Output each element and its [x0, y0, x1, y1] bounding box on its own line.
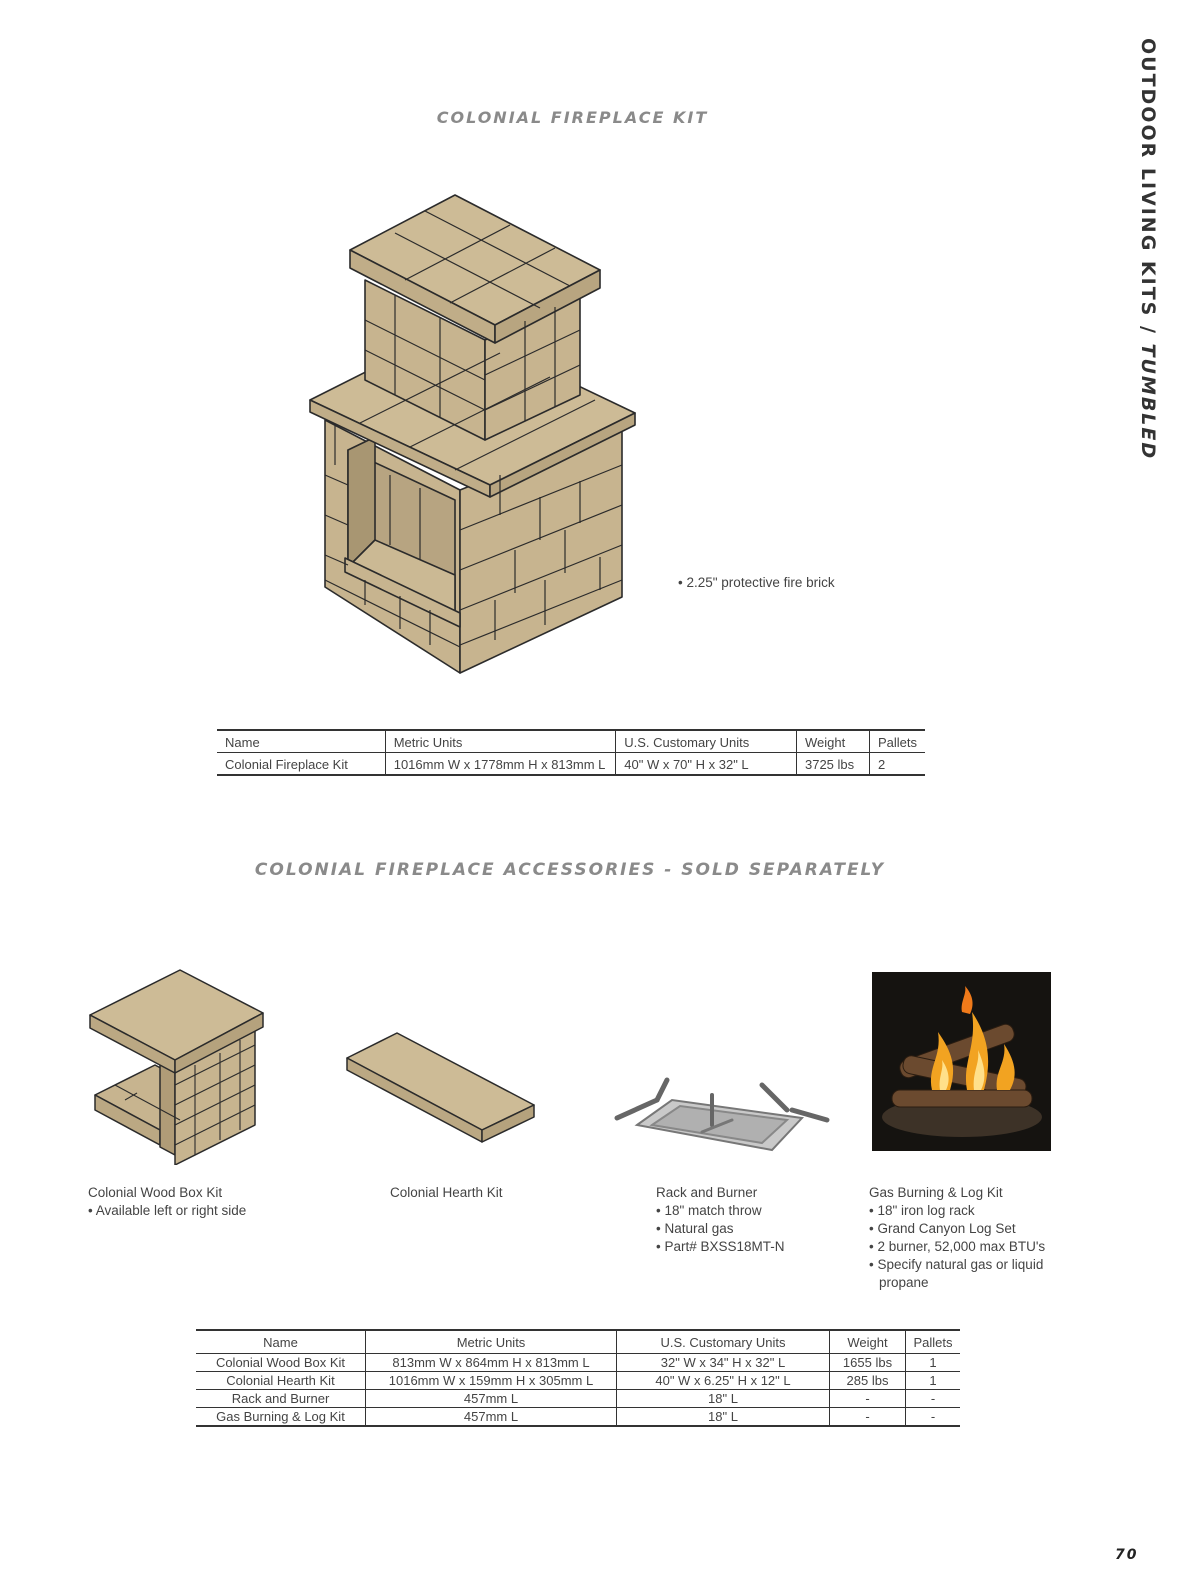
- kit-title: COLONIAL FIREPLACE KIT: [436, 108, 709, 127]
- kit-note: • 2.25" protective fire brick: [678, 575, 835, 590]
- caption-bullet: • 2 burner, 52,000 max BTU's: [869, 1238, 1059, 1256]
- table-header-row: [217, 730, 925, 753]
- table-cell: -: [830, 1390, 906, 1408]
- table-cell: 32" W x 34" H x 32" L: [617, 1354, 830, 1372]
- kit-note-text: 2.25" protective fire brick: [686, 575, 835, 590]
- table-row: [217, 753, 925, 776]
- caption-wood-box: [88, 1184, 246, 1220]
- table-header-cell: U.S. Customary Units: [617, 1330, 830, 1354]
- accessories-spec-table: [196, 1329, 960, 1427]
- table-row: [196, 1354, 960, 1372]
- table-cell: 18" L: [617, 1390, 830, 1408]
- table-cell: 40" W x 6.25" H x 12" L: [617, 1372, 830, 1390]
- caption-bullet: • Natural gas: [656, 1220, 785, 1238]
- hearth-illustration: [342, 1030, 542, 1145]
- table-header-cell: Weight: [796, 730, 869, 753]
- table-cell: 1655 lbs: [830, 1354, 906, 1372]
- table-header-cell: Weight: [830, 1330, 906, 1354]
- table-cell: -: [830, 1408, 906, 1427]
- fireplace-illustration: [300, 185, 645, 680]
- table-header-cell: U.S. Customary Units: [616, 730, 797, 753]
- table-cell: 1: [906, 1372, 961, 1390]
- caption-bullet: • Specify natural gas or liquid propane: [869, 1256, 1059, 1292]
- caption-rack-burner-name: Rack and Burner: [656, 1185, 758, 1200]
- table-cell: Rack and Burner: [196, 1390, 366, 1408]
- caption-bullet: • Available left or right side: [88, 1202, 246, 1220]
- table-row: [196, 1390, 960, 1408]
- table-header-row: [196, 1330, 960, 1354]
- caption-bullet: • Grand Canyon Log Set: [869, 1220, 1059, 1238]
- caption-gas-log: [869, 1184, 1059, 1292]
- table-cell: 2: [869, 753, 925, 776]
- table-cell: 18" L: [617, 1408, 830, 1427]
- section-side-tab: [1137, 38, 1159, 460]
- table-cell: -: [906, 1408, 961, 1427]
- table-cell: 1016mm W x 159mm H x 305mm L: [366, 1372, 617, 1390]
- table-cell: 457mm L: [366, 1408, 617, 1427]
- caption-rack-burner: [656, 1184, 785, 1256]
- table-row: [196, 1408, 960, 1427]
- caption-gas-log-name: Gas Burning & Log Kit: [869, 1185, 1003, 1200]
- wood-box-illustration: [85, 965, 265, 1165]
- table-header-cell: Name: [196, 1330, 366, 1354]
- table-cell: 1: [906, 1354, 961, 1372]
- table-cell: Gas Burning & Log Kit: [196, 1408, 366, 1427]
- table-cell: 813mm W x 864mm H x 813mm L: [366, 1354, 617, 1372]
- caption-bullet: • 18" match throw: [656, 1202, 785, 1220]
- table-header-cell: Metric Units: [366, 1330, 617, 1354]
- caption-bullet: • Part# BXSS18MT-N: [656, 1238, 785, 1256]
- table-cell: 285 lbs: [830, 1372, 906, 1390]
- section-side-tab-italic: TUMBLED: [1137, 343, 1159, 461]
- kit-spec-table: [217, 729, 925, 776]
- accessories-title: COLONIAL FIREPLACE ACCESSORIES - SOLD SEPARATELY: [254, 860, 886, 880]
- caption-hearth-name: Colonial Hearth Kit: [390, 1185, 503, 1200]
- page-number: 70: [1115, 1547, 1139, 1563]
- table-cell: 3725 lbs: [796, 753, 869, 776]
- table-cell: Colonial Fireplace Kit: [217, 753, 385, 776]
- table-cell: 1016mm W x 1778mm H x 813mm L: [385, 753, 616, 776]
- rack-burner-illustration: [612, 1070, 832, 1160]
- table-cell: -: [906, 1390, 961, 1408]
- table-header-cell: Pallets: [869, 730, 925, 753]
- caption-wood-box-name: Colonial Wood Box Kit: [88, 1185, 223, 1200]
- table-header-cell: Metric Units: [385, 730, 616, 753]
- gas-log-photo: [872, 972, 1051, 1151]
- caption-bullet: • 18" iron log rack: [869, 1202, 1059, 1220]
- table-header-cell: Name: [217, 730, 385, 753]
- caption-hearth: [390, 1184, 503, 1202]
- table-cell: Colonial Hearth Kit: [196, 1372, 366, 1390]
- table-header-cell: Pallets: [906, 1330, 961, 1354]
- table-cell: Colonial Wood Box Kit: [196, 1354, 366, 1372]
- table-cell: 457mm L: [366, 1390, 617, 1408]
- section-side-tab-main: OUTDOOR LIVING KITS /: [1137, 38, 1159, 344]
- table-row: [196, 1372, 960, 1390]
- table-cell: 40" W x 70" H x 32" L: [616, 753, 797, 776]
